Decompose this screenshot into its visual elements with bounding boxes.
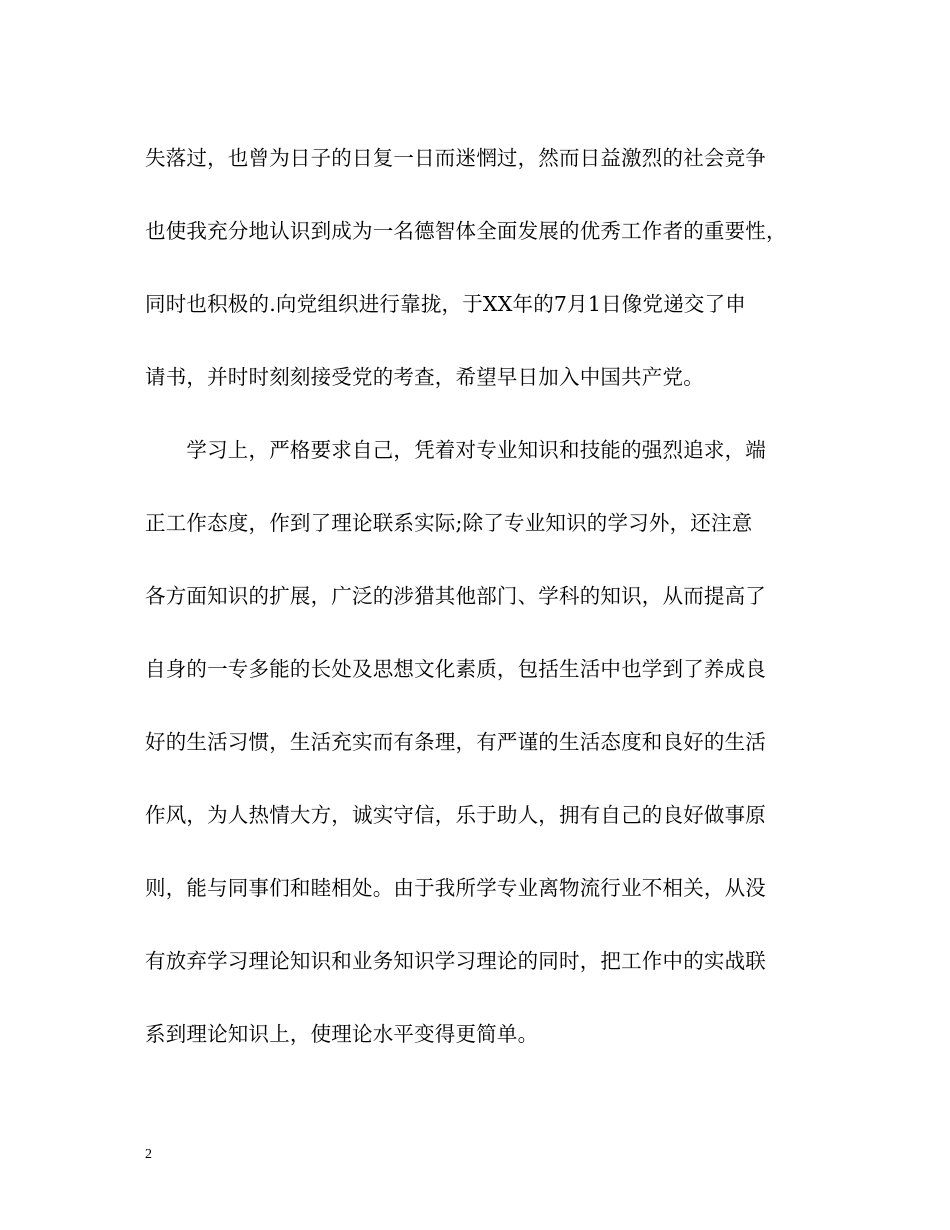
text-line: 学习上，严格要求自己，凭着对专业知识和技能的强烈追求，端 xyxy=(145,438,766,462)
text-line: 同时也积极的.向党组织进行靠拢，于XX年的7月1日像党递交了申 xyxy=(145,292,746,316)
text-line: 也使我充分地认识到成为一名德智体全面发展的优秀工作者的重要性， xyxy=(145,219,787,243)
text-line: 作风，为人热情大方，诚实守信，乐于助人，拥有自己的良好做事原 xyxy=(145,803,766,827)
text-line: 有放弃学习理论知识和业务知识学习理论的同时，把工作中的实战联 xyxy=(145,949,766,973)
text-line: 好的生活习惯，生活充实而有条理，有严谨的生活态度和良好的生活 xyxy=(145,730,766,754)
text-line: 正工作态度，作到了理论联系实际;除了专业知识的学习外，还注意 xyxy=(145,511,753,535)
text-line: 各方面知识的扩展，广泛的涉猎其他部门、学科的知识，从而提高了 xyxy=(145,584,766,608)
text-line: 请书，并时时刻刻接受党的考查，希望早日加入中国共产党。 xyxy=(145,365,704,389)
text-line: 自身的一专多能的长处及思想文化素质，包括生活中也学到了养成良 xyxy=(145,657,766,681)
page-number: 2 xyxy=(145,1147,152,1162)
text-line: 失落过，也曾为日子的日复一日而迷惘过，然而日益激烈的社会竞争 xyxy=(145,146,766,170)
text-line: 系到理论知识上，使理论水平变得更简单。 xyxy=(145,1022,539,1046)
text-line: 则，能与同事们和睦相处。由于我所学专业离物流行业不相关，从没 xyxy=(145,876,766,900)
